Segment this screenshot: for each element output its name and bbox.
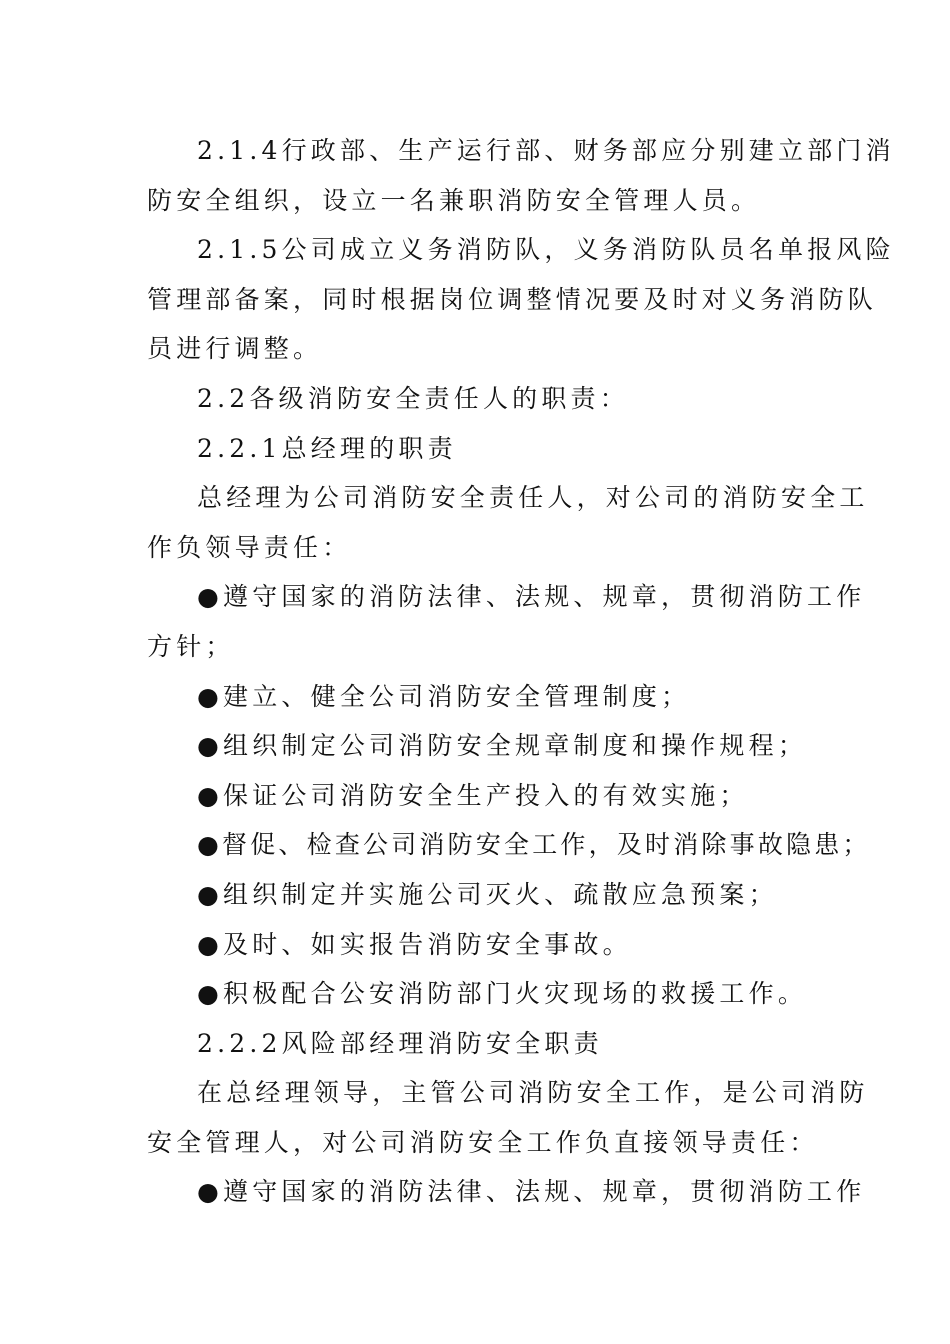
section-heading-2-2-1: 2.2.1总经理的职责	[197, 433, 457, 463]
bullet-item: ●督促、检查公司消防安全工作，及时消除事故隐患；	[197, 830, 871, 860]
risk-manager-intro-line-1: 在总经理领导，主管公司消防安全工作，是公司消防	[197, 1078, 869, 1108]
general-manager-intro-line-1: 总经理为公司消防安全责任人，对公司的消防安全工	[197, 483, 869, 513]
bullet-item: ●组织制定公司消防安全规章制度和操作规程；	[197, 731, 808, 761]
bullet-item-line-2: 方针；	[147, 631, 235, 661]
paragraph-2-1-5-line-2: 管理部备案，同时根据岗位调整情况要及时对义务消防队	[147, 284, 878, 314]
section-heading-2-2-2: 2.2.2风险部经理消防安全职责	[197, 1028, 603, 1058]
bullet-item: ●组织制定并实施公司灭火、疏散应急预案；	[197, 879, 778, 909]
paragraph-2-1-4-line-1: 2.1.4行政部、生产运行部、财务部应分别建立部门消	[197, 136, 895, 165]
bullet-item: ●及时、如实报告消防安全事故。	[197, 929, 632, 959]
paragraph-2-1-4-line-2: 防安全组织，设立一名兼职消防安全管理人员。	[147, 185, 761, 215]
risk-manager-intro-line-2: 安全管理人，对公司消防安全工作负直接领导责任：	[147, 1127, 819, 1157]
general-manager-intro-line-2: 作负领导责任：	[147, 532, 352, 562]
paragraph-2-1-5-line-3: 员进行调整。	[147, 334, 323, 364]
document-body	[147, 126, 895, 1217]
bullet-item: ●积极配合公安消防部门火灾现场的救援工作。	[197, 979, 808, 1009]
bullet-item-line-1: ●遵守国家的消防法律、法规、规章，贯彻消防工作	[197, 1177, 866, 1207]
paragraph-2-1-5-line-1: 2.1.5公司成立义务消防队，义务消防队员名单报风险	[197, 235, 895, 265]
bullet-item: ●保证公司消防安全生产投入的有效实施；	[197, 780, 749, 810]
bullet-item: ●建立、健全公司消防安全管理制度；	[197, 681, 691, 711]
bullet-item-line-1: ●遵守国家的消防法律、法规、规章，贯彻消防工作	[197, 582, 866, 612]
section-heading-2-2: 2.2各级消防安全责任人的职责：	[197, 383, 629, 413]
